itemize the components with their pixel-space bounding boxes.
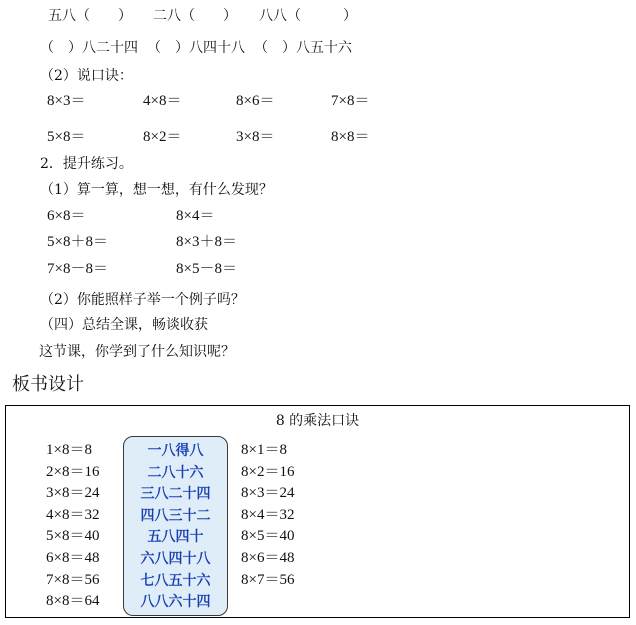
blank-item: （ ）八五十六	[254, 40, 352, 56]
equation: 8×6＝	[236, 93, 275, 109]
rhyme-line: 八八六十四	[140, 594, 211, 611]
question: （1）算一算，想一想，有什么发现？	[40, 182, 273, 198]
board-frame	[5, 405, 630, 618]
blank-item: （ ）八二十四	[40, 40, 138, 56]
equation: 5×8＝	[47, 129, 86, 145]
rhyme-line: 三八二十四	[140, 486, 211, 503]
equation: 2×8＝16	[46, 463, 100, 480]
equation: 8×2＝16	[241, 463, 295, 480]
equation: 3×8＝	[236, 129, 275, 145]
right-equations	[241, 440, 294, 591]
equation: 8×1＝8	[241, 442, 287, 458]
equation: 7×8＝	[331, 93, 370, 109]
blank-item: （ ）八四十八	[147, 40, 245, 56]
blank-item: 八八（ ）	[259, 8, 357, 24]
rhyme-box	[123, 436, 228, 616]
equation: 8×8＝	[331, 129, 370, 145]
equation: 5×8＝40	[46, 528, 100, 545]
rhyme-line: 四八三十二	[140, 507, 211, 524]
equation: 8×4＝	[176, 208, 215, 224]
equation: 8×7＝56	[241, 571, 295, 588]
rhyme-line: 一八得八	[147, 443, 204, 459]
rhyme-line: 二八十六	[147, 464, 204, 481]
equation: 6×8＝	[47, 208, 86, 224]
section-title: 2．提升练习。	[40, 156, 133, 172]
rhyme-line: 五八四十	[147, 529, 204, 546]
rhyme-line: 六八四十八	[140, 550, 211, 567]
equation: 7×8＝56	[46, 571, 100, 588]
equation: 1×8＝8	[46, 442, 92, 458]
equation: 8×3＝24	[241, 485, 295, 502]
blank-item: 二八（ ）	[153, 8, 237, 24]
rhyme-list	[124, 441, 227, 614]
rhyme-line: 七八五十六	[140, 572, 211, 589]
equation: 4×8＝32	[46, 506, 100, 523]
equation: 5×8＋8＝	[47, 234, 108, 250]
equation: 8×5＝40	[241, 528, 295, 545]
equation: 8×8＝64	[46, 593, 100, 610]
left-equations	[46, 440, 99, 613]
equation: 8×3＝	[47, 93, 86, 109]
equation: 3×8＝24	[46, 485, 100, 502]
section-title: （四）总结全课，畅谈收获	[40, 317, 208, 333]
board-heading: 板书设计	[12, 374, 84, 395]
question: （2）你能照样子举一个例子吗？	[40, 292, 245, 308]
equation: 8×3＋8＝	[176, 234, 237, 250]
blank-item: 五八（ ）	[48, 8, 132, 24]
board-title: 8 的乘法口诀	[275, 413, 360, 429]
equation: 8×2＝	[143, 129, 182, 145]
section-label: （2）说口诀：	[40, 68, 133, 84]
equation: 4×8＝	[143, 93, 182, 109]
equation: 8×6＝48	[241, 549, 295, 566]
equation: 7×8－8＝	[47, 261, 108, 277]
equation: 8×5－8＝	[176, 261, 237, 277]
question: 这节课，你学到了什么知识呢？	[39, 344, 235, 360]
equation: 8×4＝32	[241, 506, 295, 523]
equation: 6×8＝48	[46, 549, 100, 566]
